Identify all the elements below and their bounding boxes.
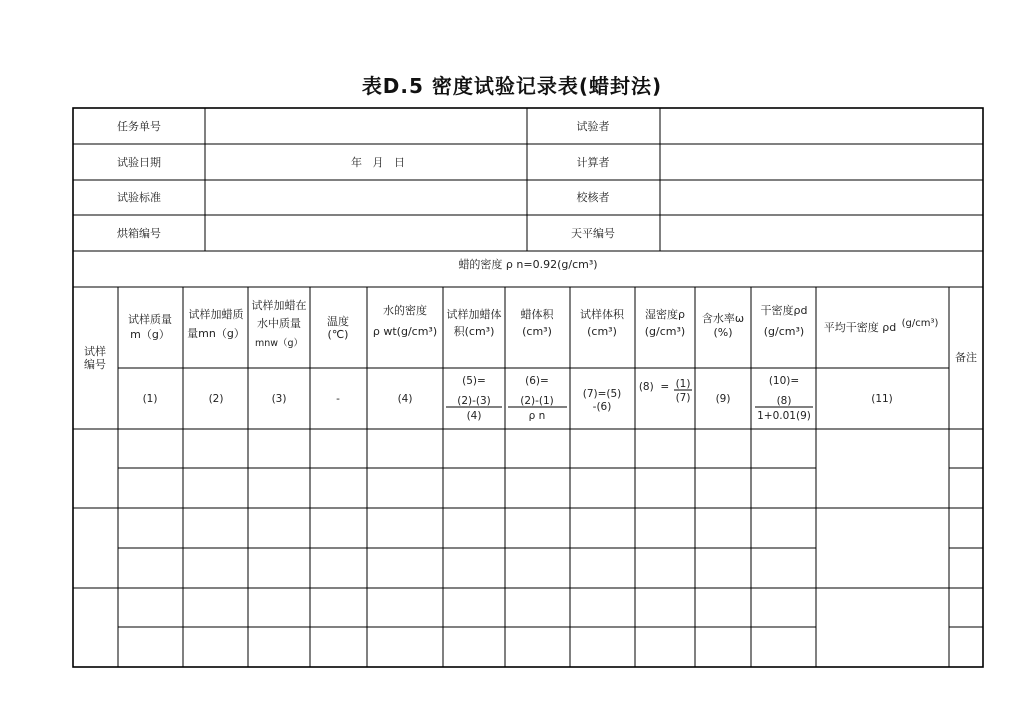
col-sample-no-line1: 试样 <box>84 345 106 358</box>
test-date-label: 试验日期 <box>117 156 161 169</box>
col-temperature-line1: 温度 <box>327 315 349 328</box>
col-wax-volume-line1: 蜡体积 <box>520 308 554 321</box>
calculator-label: 计算者 <box>576 156 610 169</box>
formula-5-num: (2)-(3) <box>457 395 491 407</box>
formula-5-den: (4) <box>466 410 482 422</box>
col-moisture-line2: (%) <box>713 326 733 339</box>
checker-label: 校核者 <box>576 191 610 204</box>
page-title: 表D.5 密度试验记录表(蜡封法) <box>361 74 663 98</box>
test-standard-label: 试验标准 <box>117 191 161 204</box>
col-sample-mass-line1: 试样质量 <box>128 313 172 326</box>
col-waxed-volume-line1: 试样加蜡体 <box>446 308 502 321</box>
formula-10-den: 1+0.01(9) <box>757 410 811 422</box>
col-temperature-line2: (℃) <box>327 328 349 341</box>
col-waxed-volume-line2: 积(cm³) <box>453 325 495 338</box>
col-sample-volume-line1: 试样体积 <box>580 308 624 321</box>
balance-no-label: 天平编号 <box>571 227 615 240</box>
col-sample-no-line2: 编号 <box>84 358 106 371</box>
col-sample-mass-line2: m（g） <box>130 328 170 341</box>
formula-temp: - <box>336 393 340 405</box>
col-waxed-mass-line2: 量mn（g） <box>187 327 245 340</box>
table-border <box>73 108 983 667</box>
formula-8-den: (7) <box>675 392 691 404</box>
formula-7-b: -(6) <box>592 401 612 413</box>
col-avg-dry-density-line2: (g/cm³) <box>901 318 939 329</box>
formula-6-den: ρ n <box>528 410 546 422</box>
test-date-value: 年 月 日 <box>351 156 405 169</box>
col-moisture-line1: 含水率ω <box>701 312 745 325</box>
col-water-density-line1: 水的密度 <box>383 304 427 317</box>
col-dry-density-line1: 干密度ρd <box>760 304 808 317</box>
oven-no-label: 烘箱编号 <box>117 227 161 240</box>
task-no-label: 任务单号 <box>117 120 161 133</box>
formula-4: (4) <box>397 393 413 405</box>
col-wet-density-line1: 湿密度ρ <box>645 308 685 321</box>
col-remarks: 备注 <box>955 351 977 364</box>
formula-8-num: (1) <box>675 378 691 390</box>
formula-5-top: (5)= <box>462 375 486 387</box>
col-dry-density-line2: (g/cm³) <box>763 325 805 338</box>
formula-1: (1) <box>142 393 158 405</box>
col-waxed-water-mass-line1: 试样加蜡在 <box>251 299 307 312</box>
col-water-density-line2: ρ wt(g/cm³) <box>372 325 438 338</box>
formula-9: (9) <box>715 393 731 405</box>
formula-3: (3) <box>271 393 287 405</box>
wax-density-text: 蜡的密度 ρ n=0.92(g/cm³) <box>458 258 598 271</box>
col-avg-dry-density-line1: 平均干密度 ρd <box>823 321 897 334</box>
col-waxed-mass-line1: 试样加蜡质 <box>188 308 244 321</box>
col-sample-volume-line2: (cm³) <box>587 325 617 338</box>
col-wet-density-line2: (g/cm³) <box>644 325 686 338</box>
col-waxed-water-mass-line2: 水中质量 <box>257 317 301 330</box>
formula-10-top: (10)= <box>768 375 800 387</box>
formula-6-num: (2)-(1) <box>520 395 554 407</box>
col-waxed-water-mass-line3: mnw（g） <box>254 338 304 349</box>
formula-8-a: (8) = <box>638 381 670 393</box>
tester-label: 试验者 <box>576 120 610 133</box>
formula-2: (2) <box>208 393 224 405</box>
formula-6-top: (6)= <box>525 375 549 387</box>
formula-11: (11) <box>871 393 893 405</box>
formula-7-a: (7)=(5) <box>582 388 622 400</box>
col-wax-volume-line2: (cm³) <box>522 325 552 338</box>
formula-10-num: (8) <box>776 395 792 407</box>
